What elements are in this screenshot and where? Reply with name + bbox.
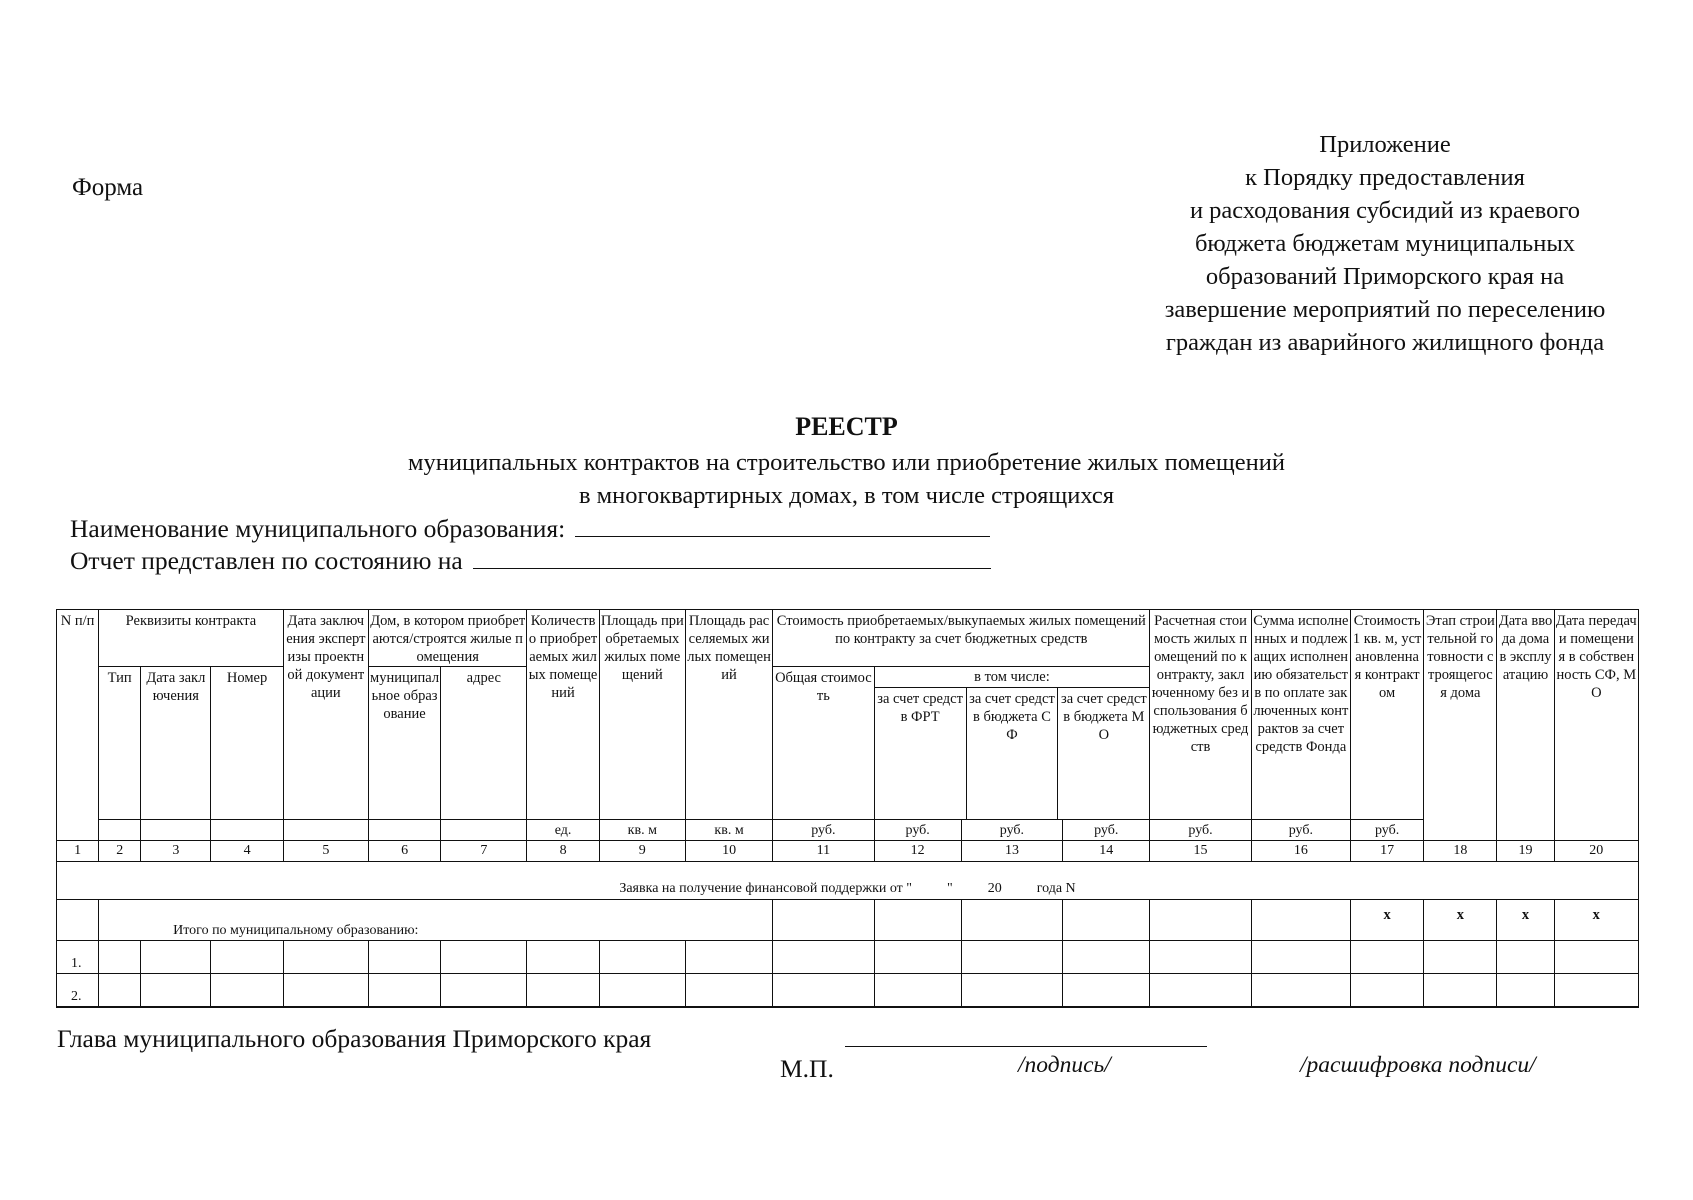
report-date-label: Отчет представлен по состоянию на (70, 546, 463, 575)
table-cell[interactable] (1150, 900, 1251, 941)
table-cell[interactable] (1150, 941, 1251, 974)
table-cell[interactable] (368, 974, 440, 1008)
document-subtitle (0, 446, 1693, 512)
table-cell[interactable] (368, 941, 440, 974)
header-incl-label: в том числе: (875, 667, 1150, 687)
column-number: 19 (1497, 841, 1554, 862)
table-cell[interactable] (1063, 900, 1150, 941)
form-label: Форма (72, 174, 144, 201)
header-transfer-date: Дата передачи помещения в собственность СФ, МО (1554, 610, 1638, 841)
unit-cell: руб. (961, 820, 1062, 841)
table-cell[interactable] (1063, 974, 1150, 1008)
appendix-line: образований Приморского края на (1205, 263, 1565, 290)
mo-name-label: Наименование муниципального образования: (70, 514, 566, 543)
header-total-cost: Общая стоимость (773, 667, 874, 820)
table-cell[interactable] (211, 974, 283, 1008)
table-cell[interactable] (141, 974, 211, 1008)
table-cell[interactable] (283, 941, 368, 974)
unit-blank (441, 820, 527, 841)
table-cell[interactable] (961, 974, 1062, 1008)
table-cell[interactable] (283, 974, 368, 1008)
header-sf-funds: за счет средств бюджета СФ (966, 687, 1058, 819)
unit-cell: кв. м (685, 820, 772, 841)
unit-cell: кв. м (599, 820, 685, 841)
total-mark: x (1554, 900, 1638, 941)
column-number: 15 (1150, 841, 1251, 862)
header-contract-type: Тип (99, 667, 141, 820)
table-cell[interactable] (599, 941, 685, 974)
column-number: 11 (773, 841, 874, 862)
header-area-acquired: Площадь приобретаемых жилых помещений (599, 610, 685, 820)
column-number: 12 (874, 841, 961, 862)
table-cell[interactable] (599, 974, 685, 1008)
column-number: 16 (1251, 841, 1350, 862)
total-mark: x (1497, 900, 1554, 941)
appendix-line: и расходования субсидий из краевого (1189, 197, 1581, 224)
header-quantity: Количество приобретаемых жилых помещений (527, 610, 599, 820)
appendix-line: завершение мероприятий по переселению (1164, 296, 1606, 323)
appendix-block (1100, 128, 1670, 359)
header-area-resettled: Площадь расселяемых жилых помещений (685, 610, 772, 820)
table-cell[interactable] (1424, 941, 1497, 974)
table-cell[interactable] (441, 974, 527, 1008)
appendix-line: граждан из аварийного жилищного фонда (1165, 329, 1605, 356)
column-number: 20 (1554, 841, 1638, 862)
signature-line[interactable] (845, 1046, 1207, 1047)
table-cell[interactable] (1251, 900, 1350, 941)
column-number: 13 (961, 841, 1062, 862)
header-cost-group: Стоимость приобретаемых/выкупаемых жилых помещений по контракту за счет бюджетных средств (773, 610, 1150, 667)
table-row (57, 974, 1639, 1008)
unit-cell: руб. (1251, 820, 1350, 841)
column-number: 9 (599, 841, 685, 862)
table-cell[interactable] (1351, 974, 1424, 1008)
column-number: 10 (685, 841, 772, 862)
column-number: 17 (1351, 841, 1424, 862)
table-cell[interactable] (1251, 941, 1350, 974)
unit-cell: ед. (527, 820, 599, 841)
header-contract-date: Дата заключения (141, 667, 211, 820)
application-row: Заявка на получение финансовой поддержки от " " 20 года N (57, 862, 1639, 900)
row-number: 1. (57, 941, 99, 974)
table-cell[interactable] (211, 941, 283, 974)
column-number: 5 (283, 841, 368, 862)
unit-blank (141, 820, 211, 841)
table-cell[interactable] (527, 941, 599, 974)
table-cell[interactable] (57, 900, 99, 941)
table-cell[interactable] (1351, 941, 1424, 974)
header-expertise-date: Дата заключения экспертизы проектной документации (283, 610, 368, 820)
report-date-blank[interactable] (473, 546, 991, 569)
header-construction-stage: Этап строительной готовности строящегося дома (1424, 610, 1497, 841)
header-contract-group: Реквизиты контракта (99, 610, 284, 667)
table-cell[interactable] (1497, 974, 1554, 1008)
unit-cell: руб. (874, 820, 961, 841)
header-cost-per-sqm: Стоимость 1 кв. м, установленная контрактом (1351, 610, 1424, 820)
unit-cell: руб. (1351, 820, 1424, 841)
header-commissioning-date: Дата ввода дома в эксплуатацию (1497, 610, 1554, 841)
table-cell[interactable] (1251, 974, 1350, 1008)
table-cell[interactable] (527, 974, 599, 1008)
appendix-line: бюджета бюджетам муниципальных (1194, 230, 1576, 257)
stamp-label: М.П. (780, 1054, 834, 1083)
table-cell[interactable] (1424, 974, 1497, 1008)
header-municipality: муниципальное образование (368, 667, 440, 820)
column-number: 1 (57, 841, 99, 862)
header-contract-number: Номер (211, 667, 283, 820)
table-cell[interactable] (961, 941, 1062, 974)
unit-cell: руб. (773, 820, 874, 841)
header-house-group: Дом, в котором приобретаются/строятся жилые помещения (368, 610, 527, 667)
unit-cell: руб. (1150, 820, 1251, 841)
signature-decoding-caption: /расшифровка подписи/ (1300, 1052, 1536, 1078)
document-title: РЕЕСТР (795, 412, 898, 441)
table-cell[interactable] (773, 941, 874, 974)
table-cell[interactable] (141, 941, 211, 974)
unit-blank (211, 820, 283, 841)
table-cell[interactable] (99, 941, 141, 974)
subtitle-line: в многоквартирных домах, в том числе строящихся (578, 482, 1115, 509)
table-cell[interactable] (685, 941, 772, 974)
registry-table (56, 609, 1639, 1008)
head-signature-label: Глава муниципального образования Приморского края (57, 1024, 652, 1053)
column-number: 7 (441, 841, 527, 862)
header-frt-funds: за счет средств ФРТ (875, 687, 967, 819)
subtitle-line: муниципальных контрактов на строительство или приобретение жилых помещений (408, 449, 1285, 476)
table-cell[interactable] (773, 900, 874, 941)
header-obligations-sum: Сумма исполненных и подлежащих исполнению обязательств по оплате заключенных контрактов за счет средств Фонда (1251, 610, 1350, 820)
table-cell[interactable] (1554, 974, 1638, 1008)
table-cell[interactable] (1063, 941, 1150, 974)
table-cell[interactable] (773, 974, 874, 1008)
table-cell[interactable] (1150, 974, 1251, 1008)
unit-cell: руб. (1063, 820, 1150, 841)
header-address: адрес (441, 667, 527, 820)
report-date-field (70, 546, 991, 576)
column-number: 18 (1424, 841, 1497, 862)
table-cell[interactable] (1497, 941, 1554, 974)
table-cell[interactable] (874, 941, 961, 974)
mo-name-field (70, 514, 990, 544)
table-row (57, 941, 1639, 974)
column-number: 14 (1063, 841, 1150, 862)
column-number: 3 (141, 841, 211, 862)
unit-blank (368, 820, 440, 841)
header-mo-funds: за счет средств бюджета МО (1060, 690, 1147, 743)
table-cell[interactable] (961, 900, 1062, 941)
table-cell[interactable] (99, 974, 141, 1008)
total-mark: x (1351, 900, 1424, 941)
table-cell[interactable] (874, 900, 961, 941)
table-cell[interactable] (1554, 941, 1638, 974)
table-cell[interactable] (685, 974, 772, 1008)
header-incl-group (874, 667, 1150, 820)
total-mark: x (1424, 900, 1497, 941)
column-number: 2 (99, 841, 141, 862)
signature-caption: /подпись/ (1018, 1052, 1111, 1078)
total-label: Итого по муниципальному образованию: (99, 900, 773, 941)
column-number: 8 (527, 841, 599, 862)
mo-name-blank[interactable] (575, 514, 990, 537)
row-number: 2. (57, 974, 99, 1008)
column-number: 4 (211, 841, 283, 862)
unit-blank (99, 820, 141, 841)
unit-blank (283, 820, 368, 841)
table-cell[interactable] (441, 941, 527, 974)
header-row-number: N п/п (57, 610, 99, 841)
table-cell[interactable] (874, 974, 961, 1008)
appendix-line: Приложение (1319, 131, 1451, 158)
appendix-line: к Порядку предоставления (1245, 164, 1525, 191)
column-number: 6 (368, 841, 440, 862)
header-estimated-cost: Расчетная стоимость жилых помещений по контракту, заключенному без использования бюджетных средств (1150, 610, 1251, 820)
